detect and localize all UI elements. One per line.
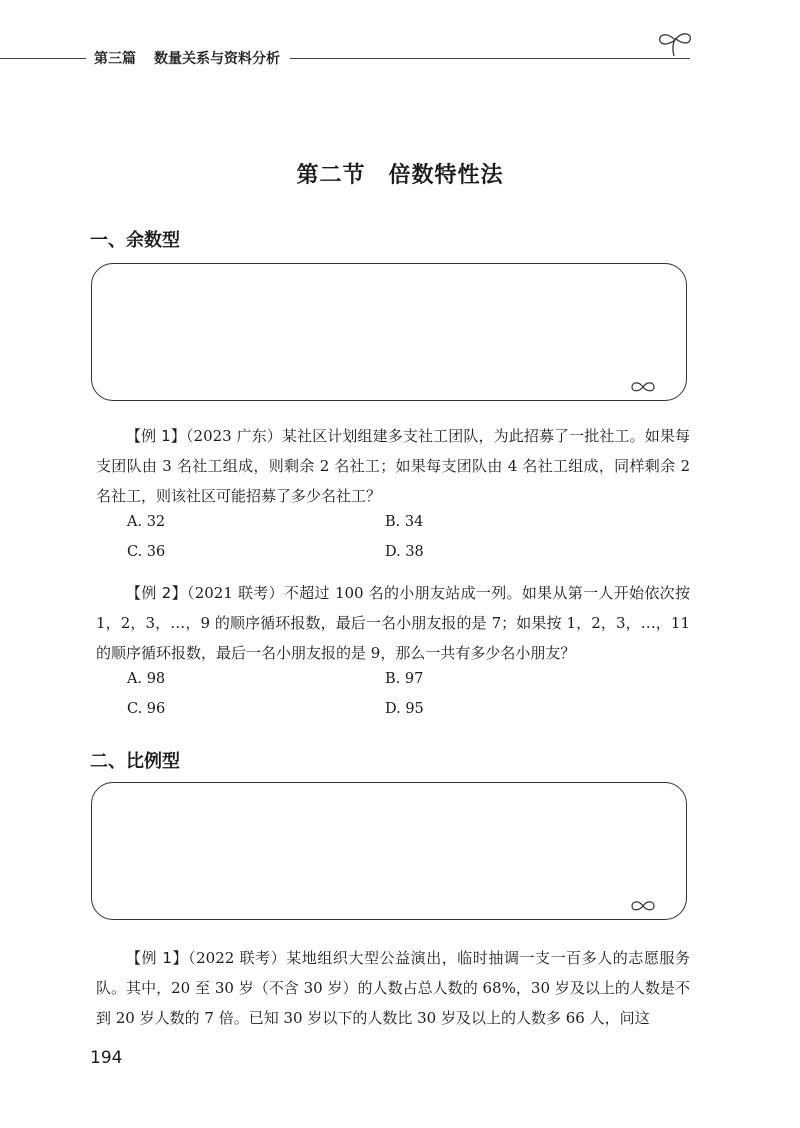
- q1-option-d: D. 38: [385, 544, 424, 560]
- header-rule-right: [290, 58, 690, 59]
- question-3-label: 【例 1】: [126, 949, 189, 967]
- q1-option-a: A. 32: [127, 514, 166, 530]
- subheading-ratio: 二、比例型: [90, 751, 180, 772]
- note-box-2: [91, 782, 687, 920]
- q1-option-c: C. 36: [127, 544, 166, 560]
- q2-option-b: B. 97: [385, 671, 424, 687]
- q2-option-a: A. 98: [127, 671, 166, 687]
- q2-option-c: C. 96: [127, 701, 166, 717]
- question-3-text: （2022 联考）某地组织大型公益演出，临时抽调一支一百多人的志愿服务队。其中，20 至 30 岁（不含 30 岁）的人数占总人数的 68%，30 岁及以上的人数是不到 20 岁人数的 7 倍。已知 30 岁以下的人数比 30 岁及以上的人数多 66 人，问这: [96, 949, 690, 1027]
- running-header: [0, 46, 690, 70]
- header-title: 数量关系与资料分析: [154, 51, 280, 67]
- header-part: 第三篇: [94, 51, 136, 67]
- question-1: [96, 421, 690, 511]
- q1-option-b: B. 34: [385, 514, 424, 530]
- question-2-label: 【例 2】: [126, 584, 187, 602]
- question-1-label: 【例 1】: [126, 427, 186, 445]
- header-rule-left: [0, 58, 86, 59]
- question-2-text: （2021 联考）不超过 100 名的小朋友站成一列。如果从第一人开始依次按 1，2，3，…，9 的顺序循环报数，最后一名小朋友报的是 7；如果按 1，2，3，…，11 的顺序循环报数，最后一名小朋友报的是 9，那么一共有多少名小朋友？: [96, 584, 690, 662]
- q2-option-d: D. 95: [385, 701, 424, 717]
- question-3: [96, 943, 690, 1033]
- note-box-1: [91, 263, 687, 401]
- page-number: 194: [90, 1048, 123, 1068]
- subheading-remainder: 一、余数型: [90, 230, 180, 251]
- question-2: [96, 578, 690, 668]
- leaf-icon: [630, 380, 656, 394]
- sprout-icon: [652, 30, 696, 60]
- section-title: 第二节 倍数特性法: [296, 163, 504, 188]
- question-1-text: （2023 广东）某社区计划组建多支社工团队，为此招募了一批社工。如果每支团队由 3 名社工组成，则剩余 2 名社工；如果每支团队由 4 名社工组成，同样剩余 2 名社工，则该社区可能招募了多少名社工？: [96, 427, 690, 505]
- leaf-icon: [630, 899, 656, 913]
